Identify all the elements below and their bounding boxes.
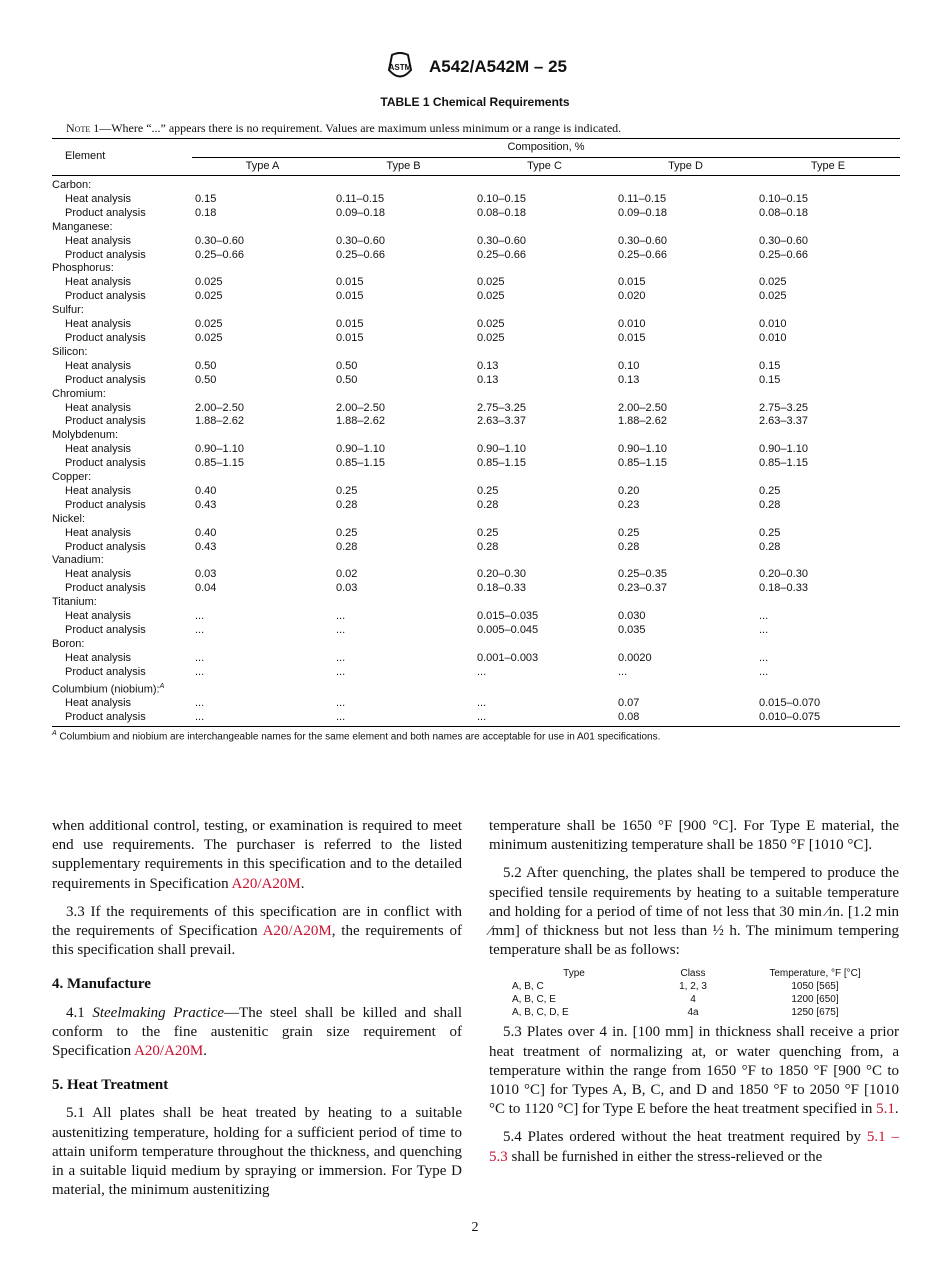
element-group-row xyxy=(52,346,900,360)
composition-value: 0.010 xyxy=(759,318,787,331)
table-row xyxy=(52,443,900,457)
table-row xyxy=(510,993,882,1006)
element-group-row xyxy=(52,513,900,527)
analysis-label: Heat analysis xyxy=(65,651,132,664)
element-name: Copper: xyxy=(52,471,92,484)
composition-value: 0.025 xyxy=(477,276,505,289)
analysis-label: Product analysis xyxy=(65,331,146,344)
element-group-row xyxy=(52,638,900,652)
composition-value: 0.28 xyxy=(759,498,781,511)
analysis-label: Heat analysis xyxy=(65,484,132,497)
element-name-cell xyxy=(52,221,900,235)
ref-link-5-1[interactable]: 5.1 xyxy=(876,1101,895,1118)
paragraph-5-1-continued: temperature shall be 1650 °F [900 °C]. For Type E material, the minimum austenitizing temperature shall be 1850 °F [1010 °C]. xyxy=(489,818,899,854)
composition-value: 0.85–1.15 xyxy=(195,457,244,470)
composition-value: 0.43 xyxy=(195,498,217,511)
ref-link-a20[interactable]: A20/A20M xyxy=(134,1043,204,1060)
element-name: Silicon: xyxy=(52,345,88,358)
composition-value: 0.40 xyxy=(195,484,217,497)
composition-value: 0.50 xyxy=(336,373,358,386)
composition-value: 0.30–0.60 xyxy=(618,234,667,247)
analysis-label: Product analysis xyxy=(65,582,146,595)
paragraph-5-3 xyxy=(489,1023,899,1119)
right-column xyxy=(489,817,899,1176)
composition-value: 0.50 xyxy=(336,359,358,372)
composition-value: 0.25 xyxy=(618,526,640,539)
composition-value: 0.025 xyxy=(759,290,787,303)
element-name-cell xyxy=(52,554,900,568)
temper-type: A, B, C, E xyxy=(512,994,556,1006)
composition-value: 0.28 xyxy=(477,540,499,553)
analysis-label: Heat analysis xyxy=(65,568,132,581)
composition-value: 0.020 xyxy=(618,290,646,303)
composition-value: 0.20–0.30 xyxy=(477,568,526,581)
composition-value: 0.23 xyxy=(618,498,640,511)
element-group-row xyxy=(52,176,900,193)
composition-value: ... xyxy=(195,610,205,623)
composition-value: 0.23–0.37 xyxy=(618,582,667,595)
composition-value: 0.90–1.10 xyxy=(336,443,385,456)
table-row xyxy=(52,568,900,582)
footnote-marker: A xyxy=(52,730,57,737)
element-name-cell xyxy=(52,429,900,443)
composition-value: ... xyxy=(759,651,769,664)
element-name-cell xyxy=(52,638,900,652)
composition-value: ... xyxy=(195,624,205,636)
composition-value: 0.18 xyxy=(195,206,217,219)
composition-value: 1.88–2.62 xyxy=(618,415,667,428)
composition-value: 0.50 xyxy=(195,359,217,372)
composition-value: 2.63–3.37 xyxy=(477,415,526,428)
element-group-row xyxy=(52,471,900,485)
composition-value: 0.08–0.18 xyxy=(759,206,808,219)
element-group-row xyxy=(52,262,900,276)
composition-value: 0.20 xyxy=(618,484,640,497)
paragraph-5-4 xyxy=(489,1128,899,1166)
composition-value: 0.25 xyxy=(759,484,781,497)
composition-value: 0.10–0.15 xyxy=(759,192,808,205)
composition-value: ... xyxy=(195,651,205,664)
temper-temperature: 1050 [565] xyxy=(791,981,839,993)
analysis-label: Heat analysis xyxy=(65,234,132,247)
composition-value: ... xyxy=(477,697,487,710)
composition-value: 0.90–1.10 xyxy=(759,443,808,456)
composition-value: 0.25 xyxy=(759,526,781,539)
temper-class: 4 xyxy=(690,994,696,1006)
composition-value: 0.18–0.33 xyxy=(477,582,526,595)
table-row xyxy=(52,207,900,221)
composition-value: 0.030 xyxy=(618,610,646,623)
temper-type: A, B, C xyxy=(512,981,544,993)
paragraph-text: . xyxy=(203,1043,207,1060)
composition-value: 0.25–0.66 xyxy=(759,248,808,261)
analysis-label: Product analysis xyxy=(65,540,146,553)
element-name: Chromium: xyxy=(52,387,106,400)
chemical-requirements-table xyxy=(52,138,900,727)
temper-temperature: 1250 [675] xyxy=(791,1007,839,1019)
composition-value: 0.10 xyxy=(618,359,640,372)
composition-value: 0.015 xyxy=(336,276,364,289)
composition-value: 0.25–0.35 xyxy=(618,568,667,581)
analysis-label: Product analysis xyxy=(65,206,146,219)
analysis-label: Heat analysis xyxy=(65,318,132,331)
element-name: Boron: xyxy=(52,637,85,650)
analysis-label: Product analysis xyxy=(65,457,146,470)
type-header: Type C xyxy=(474,158,615,176)
analysis-label: Heat analysis xyxy=(65,401,132,414)
element-name-cell xyxy=(52,176,900,193)
composition-value: ... xyxy=(195,665,205,678)
table-row xyxy=(52,235,900,249)
paragraph-text: —The steel shall be killed and shall conform to the fine austenitic grain size requirement of Specification xyxy=(52,1004,462,1060)
composition-value: 0.25–0.66 xyxy=(336,248,385,261)
paragraph-4-1 xyxy=(52,1004,462,1062)
paragraph-number: 4.1 xyxy=(66,1004,93,1021)
table-row xyxy=(52,193,900,207)
note-label: Note xyxy=(66,121,91,135)
paragraph-text: 5.4 Plates ordered without the heat treatment required by xyxy=(503,1129,867,1146)
composition-value: 0.30–0.60 xyxy=(759,234,808,247)
table-row xyxy=(52,374,900,388)
composition-value: 0.010 xyxy=(618,318,646,331)
composition-value: 0.015 xyxy=(336,318,364,331)
composition-value: 0.11–0.15 xyxy=(336,192,385,205)
composition-value: ... xyxy=(618,665,628,678)
composition-value: 0.30–0.60 xyxy=(477,234,526,247)
element-group-row xyxy=(52,554,900,568)
composition-value: 0.015–0.035 xyxy=(477,610,539,623)
element-name: Nickel: xyxy=(52,512,86,525)
composition-value: 2.00–2.50 xyxy=(336,401,385,414)
temper-type: A, B, C, D, E xyxy=(512,1007,569,1019)
table-row xyxy=(510,980,882,993)
element-name-cell xyxy=(52,346,900,360)
table-row xyxy=(52,527,900,541)
table-row xyxy=(52,582,900,596)
element-name-cell xyxy=(52,680,900,698)
table-row xyxy=(52,711,900,726)
composition-value: 0.25–0.66 xyxy=(618,248,667,261)
paragraph-italic-title: Steelmaking Practice xyxy=(92,1004,225,1021)
analysis-label: Product analysis xyxy=(65,665,146,678)
table-row xyxy=(52,624,900,638)
table-row xyxy=(52,402,900,416)
composition-value: 0.08 xyxy=(615,711,756,726)
composition-value: 0.07 xyxy=(618,697,640,710)
composition-value: 1.88–2.62 xyxy=(195,415,244,428)
document-designation: A542/A542M – 25 xyxy=(429,57,567,76)
tempering-temperature-table xyxy=(510,967,882,1019)
table-row xyxy=(52,415,900,429)
table-row xyxy=(52,249,900,263)
element-name-cell xyxy=(52,513,900,527)
composition-value: 0.28 xyxy=(618,540,640,553)
composition-value: 0.025 xyxy=(759,276,787,289)
element-group-row xyxy=(52,429,900,443)
element-name: Columbium (niobium): xyxy=(52,683,160,696)
type-header: Type A xyxy=(192,158,333,176)
analysis-label: Product analysis xyxy=(65,248,146,261)
type-header: Type E xyxy=(756,158,900,176)
composition-value: 0.10–0.15 xyxy=(477,192,526,205)
element-group-row xyxy=(52,388,900,402)
composition-value: 0.85–1.15 xyxy=(477,457,526,470)
paragraph-5-1: 5.1 All plates shall be heat treated by heating to a suitable austenitizing temperature, holding for a sufficient period of time to attain uniform temperature throughout the thickness, and quenching in a suitable liquid medium by spraying or immersion. For Type D material, the minimum austenitizing xyxy=(52,1105,462,1199)
element-name: Phosphorus: xyxy=(52,262,114,275)
table-row xyxy=(510,1006,882,1019)
left-column xyxy=(52,817,462,1209)
composition-value: 0.25–0.66 xyxy=(477,248,526,261)
composition-value: 2.63–3.37 xyxy=(759,415,808,428)
astm-logo-icon xyxy=(383,52,417,82)
element-group-row xyxy=(52,221,900,235)
composition-value: 0.010 xyxy=(759,331,787,344)
element-group-row xyxy=(52,304,900,318)
element-group-row xyxy=(52,680,900,698)
table-row xyxy=(52,276,900,290)
composition-value: 0.15 xyxy=(759,373,781,386)
composition-value: 0.025 xyxy=(477,290,505,303)
composition-value: ... xyxy=(192,711,333,726)
composition-value: 0.04 xyxy=(195,582,217,595)
temper-header-class: Class xyxy=(680,968,706,980)
composition-value: 2.75–3.25 xyxy=(759,401,808,414)
element-name: Titanium: xyxy=(52,596,97,609)
composition-value: 0.015 xyxy=(336,290,364,303)
composition-value: 0.035 xyxy=(618,624,646,636)
element-name-cell xyxy=(52,388,900,402)
composition-value: 0.20–0.30 xyxy=(759,568,808,581)
composition-value: 0.25 xyxy=(477,484,499,497)
analysis-label: Product analysis xyxy=(65,290,146,303)
composition-value: 0.15 xyxy=(759,359,781,372)
temper-temperature: 1200 [650] xyxy=(791,994,839,1006)
composition-value: 0.90–1.10 xyxy=(195,443,244,456)
composition-value: 0.30–0.60 xyxy=(336,234,385,247)
composition-value: 0.015 xyxy=(618,276,646,289)
table-title: TABLE 1 Chemical Requirements xyxy=(380,95,570,109)
composition-value: 0.025 xyxy=(477,331,505,344)
composition-value: ... xyxy=(333,711,474,726)
page-header xyxy=(0,52,950,82)
composition-value: 0.03 xyxy=(195,568,217,581)
paragraph-text: 3.3 If the requirements of this specification are in conflict with the requirements of Specification xyxy=(52,903,462,940)
composition-value: 0.28 xyxy=(759,540,781,553)
element-name-cell xyxy=(52,471,900,485)
composition-value: ... xyxy=(474,711,615,726)
table-row xyxy=(52,485,900,499)
composition-value: 0.025 xyxy=(195,276,223,289)
table-row xyxy=(52,499,900,513)
analysis-label: Heat analysis xyxy=(65,443,132,456)
composition-value: 1.88–2.62 xyxy=(336,415,385,428)
composition-value: 0.010–0.075 xyxy=(756,711,900,726)
table-row xyxy=(52,360,900,374)
composition-value: 0.85–1.15 xyxy=(759,457,808,470)
composition-value: 0.15 xyxy=(195,192,217,205)
analysis-label: Heat analysis xyxy=(65,526,132,539)
composition-value: ... xyxy=(759,610,769,623)
composition-value: 0.85–1.15 xyxy=(336,457,385,470)
composition-value: 0.025 xyxy=(195,331,223,344)
element-header: Element xyxy=(52,139,192,176)
table-row xyxy=(52,290,900,304)
composition-value: 0.025 xyxy=(195,318,223,331)
table-row xyxy=(52,332,900,346)
temper-header-type: Type xyxy=(563,968,585,980)
composition-value: 0.90–1.10 xyxy=(477,443,526,456)
temper-header-temperature: Temperature, °F [°C] xyxy=(769,968,861,980)
element-name: Carbon: xyxy=(52,179,92,191)
composition-value: ... xyxy=(336,651,346,664)
composition-value: 0.09–0.18 xyxy=(336,206,385,219)
composition-value: 0.13 xyxy=(477,373,499,386)
analysis-label: Heat analysis xyxy=(65,359,132,372)
ref-link-5-1-5-3[interactable]: 5.1 – 5.3 xyxy=(489,1129,900,1165)
composition-value: 0.03 xyxy=(336,582,358,595)
composition-value: 2.00–2.50 xyxy=(195,401,244,414)
analysis-label: Heat analysis xyxy=(65,610,132,623)
composition-value: ... xyxy=(477,665,487,678)
table-row xyxy=(52,610,900,624)
table-row xyxy=(52,697,900,711)
composition-value: 0.25–0.66 xyxy=(195,248,244,261)
composition-value: ... xyxy=(759,624,769,636)
table-row xyxy=(52,318,900,332)
element-name-cell xyxy=(52,596,900,610)
section-heading-heat-treatment: 5. Heat Treatment xyxy=(52,1077,169,1094)
composition-value: 0.28 xyxy=(336,540,358,553)
table-row xyxy=(52,457,900,471)
composition-header: Composition, % xyxy=(192,139,900,158)
composition-value: 0.43 xyxy=(195,540,217,553)
table-note xyxy=(66,121,621,136)
composition-value: 0.18–0.33 xyxy=(759,582,808,595)
analysis-label: Product analysis xyxy=(52,711,192,726)
paragraph-text: . xyxy=(894,1101,899,1118)
paragraph-text: 5.3 Plates over 4 in. [100 mm] in thickness shall receive a prior heat treatment of normalizing at, or water quenching from, a temperature within the range from 1650 °F to 1850 °F [900 °C to 1010 °C] for Types A, B, C, and D and 1850 °F to 2050 °F [1010 °C to 1120 °C] for Type E before the heat treatment specified in xyxy=(489,1024,899,1118)
composition-value: 0.09–0.18 xyxy=(618,206,667,219)
element-name-cell xyxy=(52,262,900,276)
composition-value: ... xyxy=(336,665,346,678)
composition-value: ... xyxy=(195,697,205,710)
composition-value: 0.85–1.15 xyxy=(618,457,667,470)
composition-value: 0.30–0.60 xyxy=(195,234,244,247)
paragraph-text: . xyxy=(300,875,305,892)
analysis-label: Product analysis xyxy=(65,373,146,386)
composition-value: 0.50 xyxy=(195,373,217,386)
analysis-label: Product analysis xyxy=(65,415,146,428)
type-header: Type D xyxy=(615,158,756,176)
composition-value: 0.015 xyxy=(618,331,646,344)
table-row xyxy=(52,666,900,680)
composition-value: ... xyxy=(759,665,769,678)
paragraph-5-2: 5.2 After quenching, the plates shall be tempered to produce the specified tensile requirements by heating to a suitable temperature and holding for a period of time of not less that 30 min ⁄in. [1.2 min ⁄mm] of thickness but not less than ½ h. The minimum tempering temperature shall be as follows: xyxy=(489,865,899,959)
astm-logo-text: ASTM xyxy=(388,63,412,72)
type-header: Type B xyxy=(333,158,474,176)
element-name-cell xyxy=(52,304,900,318)
table-row xyxy=(52,541,900,555)
analysis-label: Heat analysis xyxy=(65,192,132,205)
ref-link-a20[interactable]: A20/A20M xyxy=(231,875,301,892)
analysis-label: Heat analysis xyxy=(65,276,132,289)
composition-value: 2.75–3.25 xyxy=(477,401,526,414)
composition-value: 0.13 xyxy=(477,359,499,372)
footnote-text: Columbium and niobium are interchangeable names for the same element and both names are acceptable for use in A01 specifications. xyxy=(56,731,661,743)
composition-value: 0.001–0.003 xyxy=(477,651,539,664)
composition-value: 0.015–0.070 xyxy=(759,697,821,710)
paragraph-text: shall be furnished in either the stress-relieved or the xyxy=(507,1148,823,1165)
paragraph-text: when additional control, testing, or examination is required to meet end use requirements. The purchaser is referred to the listed supplementary requirements in this specification and to the detailed requirements in Specification xyxy=(52,818,462,892)
section-heading-manufacture: 4. Manufacture xyxy=(52,976,151,993)
composition-value: 0.005–0.045 xyxy=(477,624,539,636)
composition-value: 0.25 xyxy=(477,526,499,539)
table-row xyxy=(52,652,900,666)
footnote-marker: A xyxy=(159,682,165,690)
composition-value: 0.25 xyxy=(336,526,358,539)
composition-value: ... xyxy=(336,624,346,636)
composition-value: ... xyxy=(336,697,346,710)
page-number: 2 xyxy=(471,1220,479,1235)
element-name: Manganese: xyxy=(52,220,113,233)
composition-value: 0.11–0.15 xyxy=(618,192,667,205)
composition-value: 0.015 xyxy=(336,331,364,344)
composition-value: ... xyxy=(336,610,346,623)
analysis-label: Product analysis xyxy=(65,624,146,636)
composition-value: 0.40 xyxy=(195,526,217,539)
note-text: 1—Where “...” appears there is no requirement. Values are maximum unless minimum or a range is indicated. xyxy=(90,121,622,135)
composition-value: 0.28 xyxy=(477,498,499,511)
composition-value: 2.00–2.50 xyxy=(618,401,667,414)
composition-value: 0.90–1.10 xyxy=(618,443,667,456)
composition-value: 0.025 xyxy=(477,318,505,331)
composition-value: 0.08–0.18 xyxy=(477,206,526,219)
paragraph-3-3 xyxy=(52,903,462,961)
composition-value: 0.13 xyxy=(618,373,640,386)
element-group-row xyxy=(52,596,900,610)
composition-value: 0.02 xyxy=(336,568,358,581)
analysis-label: Product analysis xyxy=(65,498,146,511)
analysis-label: Heat analysis xyxy=(65,697,132,710)
composition-value: 0.025 xyxy=(195,290,223,303)
paragraph-text: , the requirements of this specification shall prevail. xyxy=(52,923,463,959)
element-name: Sulfur: xyxy=(52,304,84,317)
temper-class: 1, 2, 3 xyxy=(679,981,707,993)
element-name: Vanadium: xyxy=(52,554,104,567)
table-footnote xyxy=(52,730,660,742)
composition-value: 0.28 xyxy=(336,498,358,511)
ref-link-a20[interactable]: A20/A20M xyxy=(262,923,332,940)
paragraph-3-2-continued xyxy=(52,817,462,894)
temper-class: 4a xyxy=(687,1007,699,1019)
composition-value: 0.0020 xyxy=(618,651,652,664)
composition-value: 0.25 xyxy=(336,484,358,497)
element-name: Molybdenum: xyxy=(52,429,119,442)
